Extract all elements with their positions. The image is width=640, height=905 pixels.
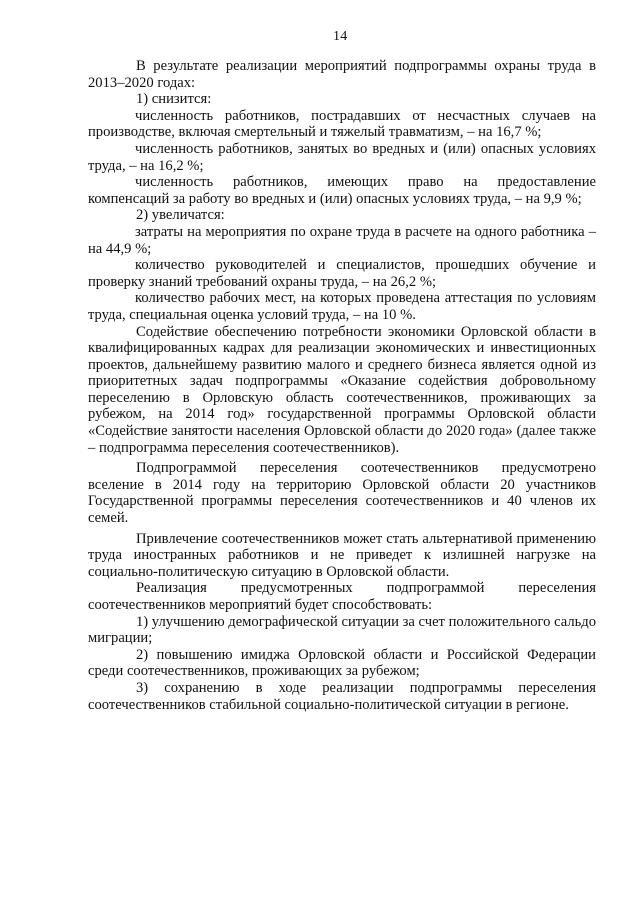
paragraph-injured-workers: численность работников, пострадавших от несчастных случаев на производстве, включая смертельный и тяжелый травматизм, – на 16,7 %; [88, 107, 596, 141]
list-item-region-image: 2) повышению имиджа Орловской области и Российской Федерации среди соотечественников, проживающих за рубежом; [88, 646, 596, 680]
paragraph-decrease-heading: 1) снизится: [136, 91, 212, 108]
paragraph-alternative-labor: Привлечение соотечественников может стать альтернативой применению труда иностранных работников и не приведет к излишней нагрузке на социально-политическую ситуацию в Орловской области. [88, 530, 596, 580]
paragraph-compensation-workers: численность работников, имеющих право на предоставление компенсаций за работу во вредных и (или) опасных условиях труда, – на 9,9 %; [88, 174, 596, 207]
list-item-demographic-situation: 1) улучшению демографической ситуации за счет положительного сальдо миграции; [88, 613, 596, 647]
list-item-political-stability: 3) сохранению в ходе реализации подпрограммы переселения соотечественников стабильной социально-политической ситуации в регионе. [88, 679, 596, 713]
paragraph-implementation-benefits: Реализация предусмотренных подпрограммой переселения соотечественников мероприятий будет способствовать: [88, 580, 596, 613]
paragraph-resettlement-plan-2014: Подпрограммой переселения соотечественников предусмотрено вселение в 2014 году на территорию Орловской области 20 участников Государственной программы переселения соотечественников и 40 членов их семей. [88, 460, 596, 527]
paragraph-certified-workplaces: количество рабочих мест, на которых проведена аттестация по условиям труда, специальная оценка условий труда, – на 10 %. [88, 290, 596, 323]
paragraph-expenses-per-worker: затраты на мероприятия по охране труда в расчете на одного работника – на 44,9 %; [88, 223, 596, 257]
document-body [88, 58, 596, 713]
paragraph-intro-labor-protection: В результате реализации мероприятий подпрограммы охраны труда в 2013–2020 годах: [88, 58, 596, 91]
paragraph-harmful-conditions-workers: численность работников, занятых во вредных и (или) опасных условиях труда, – на 16,2 %; [88, 140, 596, 174]
paragraph-resettlement-subprogram: Содействие обеспечению потребности экономики Орловской области в квалифицированных кадрах для реализации экономических и инвестиционных проектов, дальнейшему развитию малого и среднего бизнеса является одной из приоритетных задач подпрограммы «Оказание содействия добровольному переселению в Орловскую область соотечественников, проживающих за рубежом, на 2014 год» государственной программы Орловской области «Содействие занятости населения Орловской области до 2020 года» (далее также – подпрограмма переселения соотечественников). [88, 323, 596, 456]
paragraph-increase-heading: 2) увеличатся: [136, 207, 225, 224]
page-number: 14 [333, 29, 348, 44]
paragraph-trained-managers: количество руководителей и специалистов, прошедших обучение и проверку знаний требований охраны труда, – на 26,2 %; [88, 257, 596, 290]
